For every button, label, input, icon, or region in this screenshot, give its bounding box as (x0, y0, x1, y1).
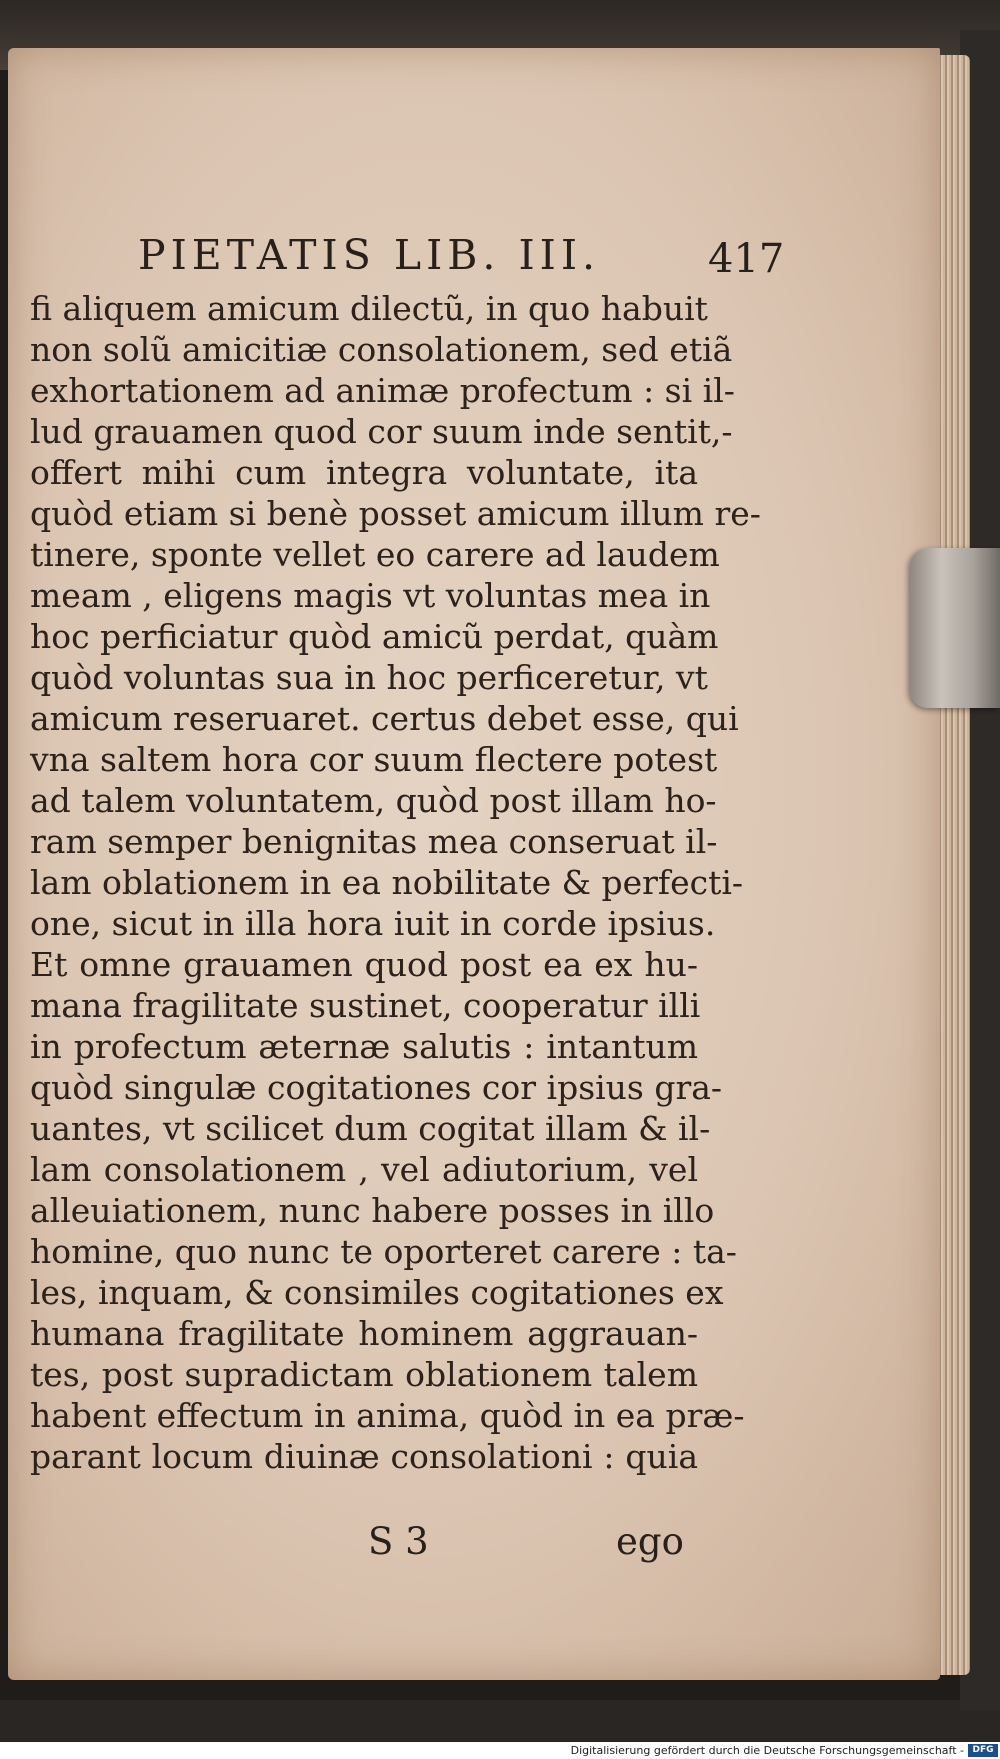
text-line: lam consolationem , vel adiutorium, vel (30, 1150, 698, 1189)
text-line: offert mihi cum integra voluntate, ita (30, 453, 698, 492)
text-line: ram semper benignitas mea conseruat il- (30, 822, 718, 861)
text-line: exhortationem ad animæ profectum : si il- (30, 371, 735, 410)
text-line: one, sicut in illa hora iuit in corde ipsius. (30, 904, 716, 943)
page-number: 417 (708, 236, 785, 282)
text-line: quòd singulæ cogitationes cor ipsius gra- (30, 1068, 723, 1107)
book-page (8, 48, 940, 1680)
text-line: uantes, vt scilicet dum cogitat illam & il- (30, 1109, 711, 1148)
page-clip (910, 548, 1000, 708)
text-line: les, inquam, & consimiles cogitationes ex (30, 1273, 724, 1312)
text-line: fi aliquem amicum dilectũ, in quo habuit (30, 289, 708, 328)
text-line: vna saltem hora cor suum flectere potest (30, 740, 718, 779)
text-line: homine, quo nunc te oporteret carere : ta- (30, 1232, 737, 1271)
text-line: habent effectum in anima, quòd in ea præ- (30, 1396, 745, 1435)
text-line: tinere, sponte vellet eo carere ad laudem (30, 535, 720, 574)
text-line: quòd etiam si benè posset amicum illum re- (30, 494, 761, 533)
text-line: meam , eligens magis vt voluntas mea in (30, 576, 711, 615)
text-line: Et omne grauamen quod post ea ex hu- (30, 945, 698, 984)
text-line: lud grauamen quod cor suum inde sentit,- (30, 412, 733, 451)
text-line: hoc perficiatur quòd amicũ perdat, quàm (30, 617, 719, 656)
digitization-footer (0, 1742, 1000, 1759)
body-text (30, 288, 761, 1477)
dfg-logo: DFG (968, 1744, 998, 1757)
text-line: amicum reseruaret. certus debet esse, qui (30, 699, 739, 738)
text-line: non solũ amicitiæ consolationem, sed etiã (30, 330, 733, 369)
text-line: alleuiationem, nunc habere posses in illo (30, 1191, 715, 1230)
text-line: parant locum diuinæ consolationi : quia (30, 1437, 698, 1476)
signature-mark: S 3 (368, 1520, 429, 1563)
text-line: tes, post supradictam oblationem talem (30, 1355, 698, 1394)
text-line: lam oblationem in ea nobilitate & perfecti- (30, 863, 744, 902)
funding-credit: Digitalisierung gefördert durch die Deutsche Forschungsgemeinschaft - (570, 1744, 964, 1757)
text-line: in profectum æternæ salutis : intantum (30, 1027, 698, 1066)
text-line: quòd voluntas sua in hoc perficeretur, vt (30, 658, 708, 697)
running-header: PIETATIS LIB. III. (138, 231, 601, 279)
text-line: humana fragilitate hominem aggrauan- (30, 1314, 698, 1353)
text-line: ad talem voluntatem, quòd post illam ho- (30, 781, 717, 820)
text-line: mana fragilitate sustinet, cooperatur illi (30, 986, 701, 1025)
catchword: ego (616, 1520, 684, 1563)
